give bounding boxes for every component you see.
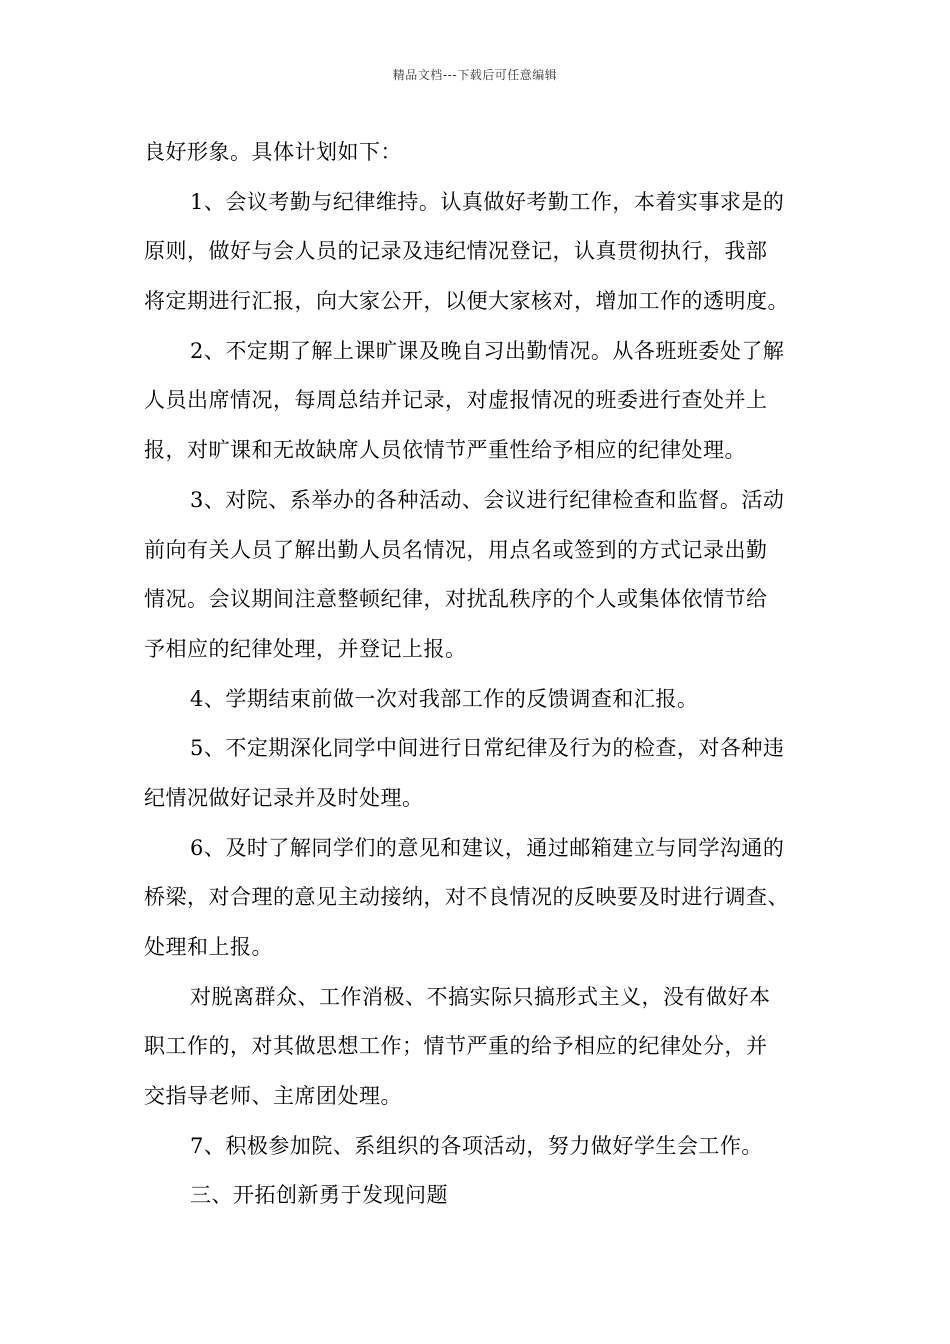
text-line: 6、及时了解同学们的意见和建议，通过邮箱建立与同学沟通的 xyxy=(190,835,785,860)
text-line: 7、积极参加院、系组织的各项活动，努力做好学生会工作。 xyxy=(190,1133,763,1158)
text-line: 报，对旷课和无故缺席人员依情节严重性给予相应的纪律处理。 xyxy=(144,438,746,463)
text-line: 3、对院、系举办的各种活动、会议进行纪律检查和监督。活动 xyxy=(190,487,785,512)
text-line: 1、会议考勤与纪律维持。认真做好考勤工作，本着实事求是的 xyxy=(190,189,785,214)
text-line: 情况。会议期间注意整顿纪律，对扰乱秩序的个人或集体依情节给 xyxy=(144,587,768,612)
text-line: 将定期进行汇报，向大家公开，以便大家核对，增加工作的透明度。 xyxy=(144,289,789,314)
text-line: 纪情况做好记录并及时处理。 xyxy=(144,785,424,810)
text-line: 前向有关人员了解出勤人员名情况，用点名或签到的方式记录出勤 xyxy=(144,537,768,562)
text-line: 原则，做好与会人员的记录及违纪情况登记，认真贯彻执行，我部 xyxy=(144,239,768,264)
section-heading: 三、开拓创新勇于发现问题 xyxy=(190,1183,448,1208)
text-line: 予相应的纪律处理，并登记上报。 xyxy=(144,636,467,661)
text-line: 桥梁，对合理的意见主动接纳，对不良情况的反映要及时进行调查、 xyxy=(144,885,789,910)
text-line: 交指导老师、主席团处理。 xyxy=(144,1084,402,1109)
text-line: 对脱离群众、工作消极、不搞实际只搞形式主义，没有做好本 xyxy=(190,984,771,1009)
text-line: 2、不定期了解上课旷课及晚自习出勤情况。从各班班委处了解 xyxy=(190,338,785,363)
text-line: 良好形象。具体计划如下： xyxy=(144,140,402,164)
text-line: 处理和上报。 xyxy=(144,935,273,959)
document-body xyxy=(144,128,824,1221)
text-line: 4、学期结束前做一次对我部工作的反馈调查和汇报。 xyxy=(190,686,699,711)
text-line: 职工作的，对其做思想工作；情节严重的给予相应的纪律处分，并 xyxy=(144,1034,768,1059)
page-header: 精品文档---下载后可任意编辑 xyxy=(392,68,558,82)
text-line: 人员出席情况，每周总结并记录，对虚报情况的班委进行查处并上 xyxy=(144,388,768,413)
text-line: 5、不定期深化同学中间进行日常纪律及行为的检查，对各种违 xyxy=(190,736,785,761)
